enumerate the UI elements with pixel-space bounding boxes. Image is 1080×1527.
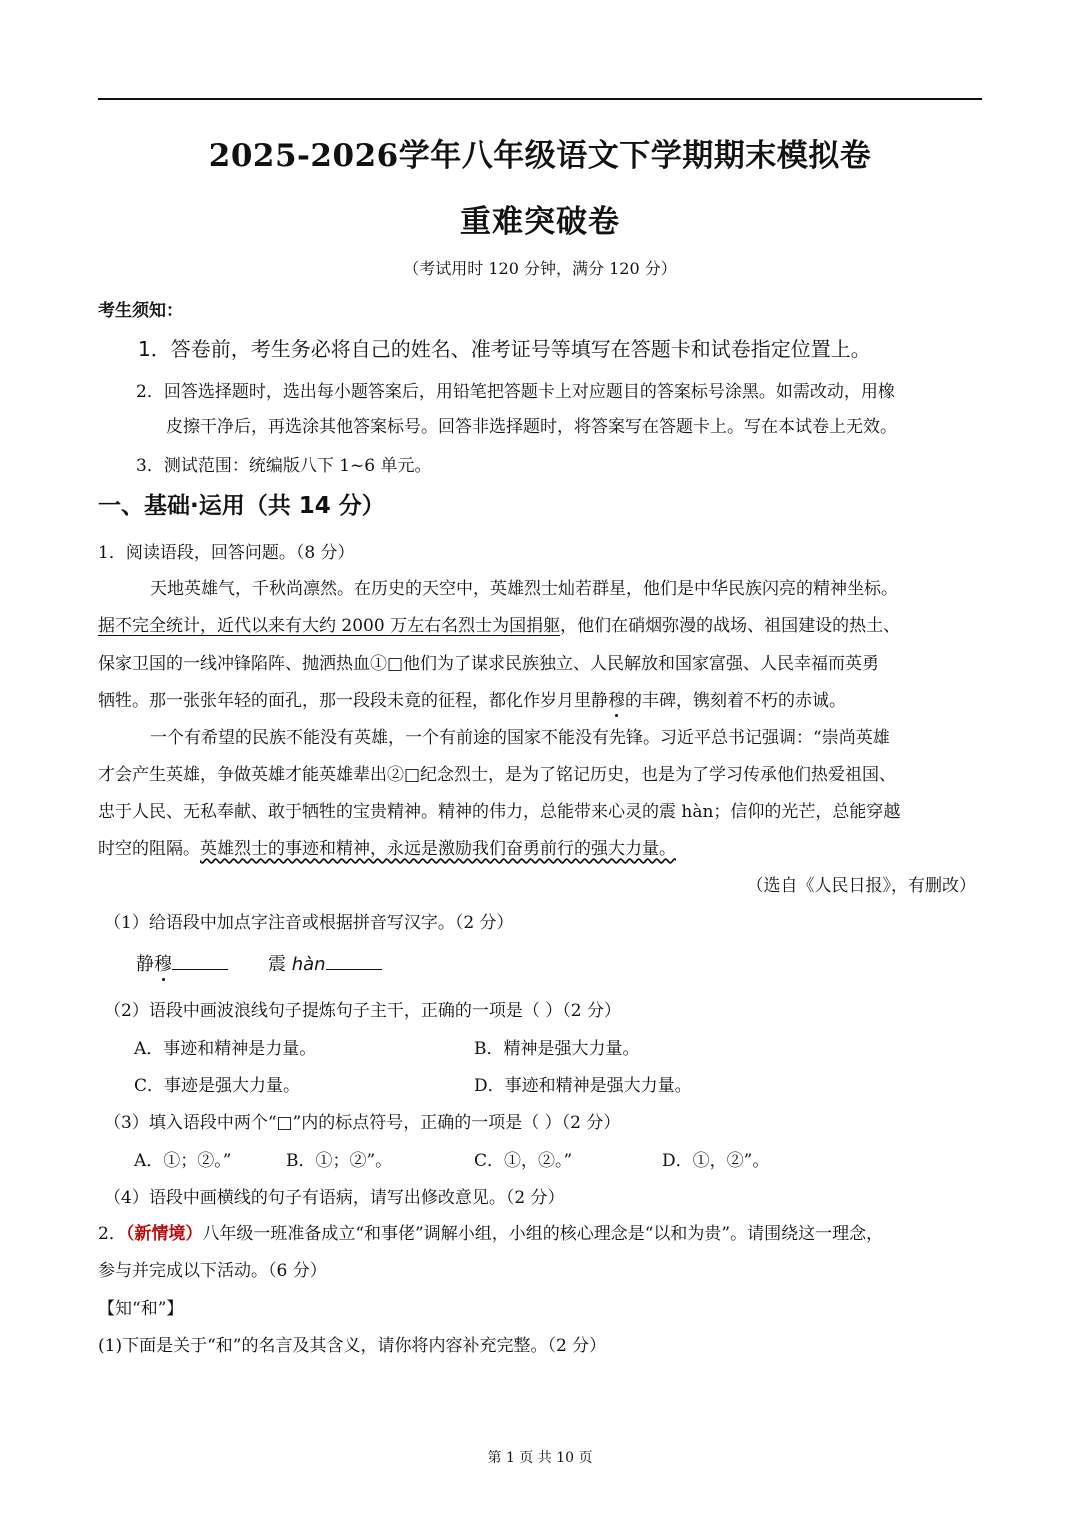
option-d[interactable]: D．事迹和精神是强大力量。 [474,1076,692,1096]
option-b[interactable]: B．精神是强大力量。 [474,1039,640,1059]
option-d[interactable]: D．①，②”。 [662,1151,770,1171]
notice-item-2: 2．回答选择题时，选出每小题答案后，用铅笔把答题卡上对应题目的答案标号涂黑。如需改动，用橡 [136,382,895,402]
sub-question-2: （2）语段中画波浪线句子提炼句子主干，正确的一项是（ ）（2 分） [104,1001,621,1021]
underlined-sentence: 据不完全统计，近代以来有大约 2000 万左右名烈士为国捐躯 [98,616,561,636]
question-text: 八年级一班准备成立“和事佬”调解小组，小组的核心理念是“以和为贵”。请围绕这一理念， [202,1224,884,1244]
passage-source: （选自《人民日报》，有删改） [746,876,976,896]
item-char: 震 [268,954,286,975]
page-footer: 第 1 页 共 10 页 [487,1450,593,1466]
answer-blank[interactable] [172,951,228,970]
option-a[interactable]: A．事迹和精神是力量。 [134,1039,317,1059]
page-title: 2025-2026学年八年级语文下学期期末模拟卷 [208,138,872,174]
answer-item-b [268,950,382,976]
option-b[interactable]: B．①；②”。 [286,1151,393,1171]
passage-line [98,834,676,859]
answer-item-a [136,950,228,976]
part-heading: 【知“和”】 [98,1299,184,1319]
page-subtitle: 重难突破卷 [460,204,620,240]
question-number: 2． [98,1224,126,1244]
section-heading: 一、基础·运用（共 14 分） [98,493,385,519]
option-a[interactable]: A．①；②。” [134,1151,232,1171]
wavy-underlined-sentence: 英雄烈士的事迹和精神，永远是激励我们奋勇前行的强大力量。 [200,839,676,859]
notice-heading: 考生须知： [98,301,183,321]
option-c[interactable]: C．①，②。” [474,1151,573,1171]
item-char: 静 [136,954,154,975]
passage-line [98,686,846,711]
passage-line: 忠于人民、无私奉献、敢于牺牲的宝贵精神。精神的伟力，总能带来心灵的震 hàn；信仰的光芒，总能穿越 [98,802,901,822]
passage-line: 保家卫国的一线冲锋陷阵、抛洒热血①□他们为了谋求民族独立、人民解放和国家富强、人民幸福而英勇 [98,654,880,674]
passage-text: ，他们在硝烟弥漫的战场、祖国建设的热土、 [560,616,901,636]
passage-text: 的丰碑，镌刻着不朽的赤诚。 [625,691,846,711]
question-2-stem [98,1219,883,1244]
part-1-question: (1)下面是关于“和”的名言及其含义，请你将内容补充完整。（2 分） [98,1336,607,1356]
dotted-char: 穆 [608,691,625,711]
answer-blank[interactable] [326,951,382,970]
notice-item-2-cont: 皮擦干净后，再选涂其他答案标号。回答非选择题时，将答案写在答题卡上。写在本试卷上无效。 [166,417,897,437]
passage-line: 一个有希望的民族不能没有英雄，一个有前途的国家不能没有先锋。习近平总书记强调：“崇尚英雄 [150,728,890,748]
passage-line: 天地英雄气，千秋尚凛然。在历史的天空中，英雄烈士灿若群星，他们是中华民族闪亮的精神坐标。 [150,579,898,599]
pinyin: hàn [291,954,326,975]
passage-text: 时空的阻隔。 [98,839,200,859]
exam-time-note: （考试用时 120 分钟，满分 120 分） [403,259,677,278]
passage-text: 牺牲。那一张张年轻的面孔，那一段段未竟的征程，都化作岁月里静 [98,691,608,711]
option-c[interactable]: C．事迹是强大力量。 [134,1076,301,1096]
dotted-char: 穆 [154,954,172,975]
sub-question-3: （3）填入语段中两个“□”内的标点符号，正确的一项是（ ）（2 分） [104,1113,621,1133]
question-1-stem: 1．阅读语段，回答问题。（8 分） [98,543,355,563]
top-rule [98,98,982,100]
question-2-stem-cont: 参与并完成以下活动。（6 分） [98,1261,327,1281]
new-context-tag: （新情境） [125,1224,203,1244]
notice-item-3: 3．测试范围：统编版八下 1~6 单元。 [136,456,432,476]
passage-line [98,611,900,636]
sub-question-4: （4）语段中画横线的句子有语病，请写出修改意见。（2 分） [104,1188,565,1208]
sub-question-1: （1）给语段中加点字注音或根据拼音写汉字。（2 分） [104,913,514,933]
notice-item-1: 1．答卷前，考生务必将自己的姓名、准考证号等填写在答题卡和试卷指定位置上。 [138,337,871,361]
passage-line: 才会产生英雄，争做英雄才能英雄辈出②□纪念烈士，是为了铭记历史，也是为了学习传承他们热爱祖国、 [98,765,897,785]
